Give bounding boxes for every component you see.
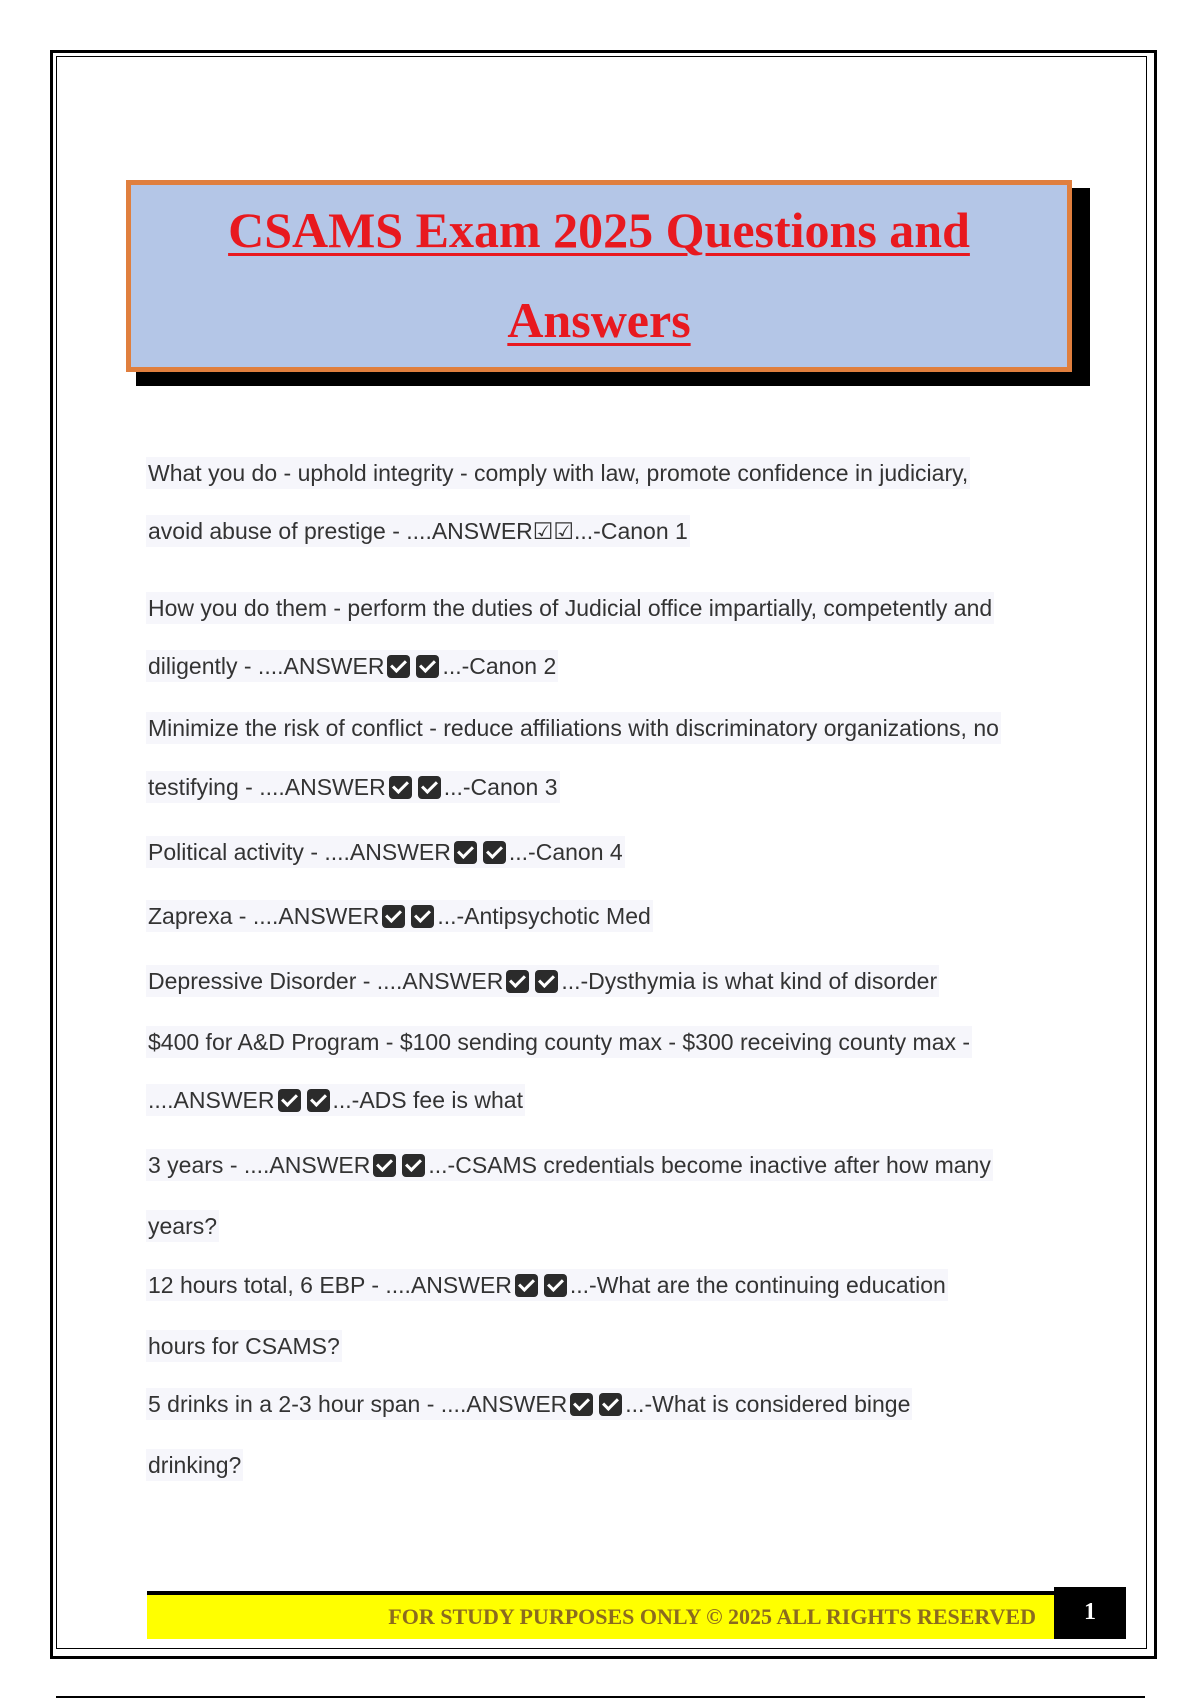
qa-line bbox=[146, 771, 560, 803]
qa-text: ...-Dysthymia is what kind of disorder bbox=[561, 968, 938, 994]
checkbox-checked-icon bbox=[454, 841, 477, 864]
footer-bar bbox=[147, 1591, 1054, 1639]
page-number: 1 bbox=[1054, 1587, 1126, 1639]
qa-line bbox=[146, 1269, 948, 1301]
checkbox-checked-icon bbox=[411, 905, 434, 928]
checkbox-checked-icon bbox=[278, 1089, 301, 1112]
checkbox-checked-icon bbox=[570, 1393, 593, 1416]
qa-text: diligently - ....ANSWER bbox=[148, 653, 385, 679]
qa-text: testifying - ....ANSWER bbox=[148, 774, 386, 800]
qa-text: avoid abuse of prestige - ....ANSWER☑☑...-Canon 1 bbox=[148, 518, 688, 544]
qa-text: Depressive Disorder - ....ANSWER bbox=[148, 968, 504, 994]
qa-line bbox=[146, 900, 653, 932]
checkbox-checked-icon bbox=[416, 655, 439, 678]
bottom-rule bbox=[56, 1696, 1145, 1698]
qa-line bbox=[146, 1149, 993, 1181]
qa-text: 3 years - ....ANSWER bbox=[148, 1152, 371, 1178]
qa-text: ...-Canon 4 bbox=[508, 839, 623, 865]
qa-text: $400 for A&D Program - $100 sending county max - $300 receiving county max - bbox=[148, 1029, 971, 1055]
qa-line bbox=[146, 592, 994, 624]
qa-line bbox=[146, 515, 690, 547]
qa-line bbox=[146, 650, 558, 682]
checkbox-checked-icon bbox=[483, 841, 506, 864]
qa-line bbox=[146, 1388, 912, 1420]
qa-text: Minimize the risk of conflict - reduce affiliations with discriminatory organizations, no bbox=[148, 715, 999, 741]
qa-text: ...-Canon 3 bbox=[443, 774, 558, 800]
qa-text: ...-Canon 2 bbox=[442, 653, 557, 679]
qa-text: What you do - uphold integrity - comply with law, promote confidence in judiciary, bbox=[148, 460, 969, 486]
qa-text: ...-ADS fee is what bbox=[332, 1087, 523, 1113]
qa-line bbox=[146, 1026, 972, 1058]
checkbox-checked-icon bbox=[382, 905, 405, 928]
checkbox-checked-icon bbox=[389, 776, 412, 799]
qa-text: hours for CSAMS? bbox=[148, 1333, 340, 1359]
qa-line bbox=[146, 1084, 525, 1116]
qa-text: ....ANSWER bbox=[148, 1087, 275, 1113]
qa-line bbox=[146, 836, 625, 868]
qa-text: drinking? bbox=[148, 1452, 242, 1478]
checkbox-checked-icon bbox=[544, 1274, 567, 1297]
qa-text: Zaprexa - ....ANSWER bbox=[148, 903, 380, 929]
qa-line bbox=[146, 457, 970, 489]
qa-text: ...-What is considered binge bbox=[625, 1391, 911, 1417]
qa-text: ...-Antipsychotic Med bbox=[437, 903, 651, 929]
qa-text: 12 hours total, 6 EBP - ....ANSWER bbox=[148, 1272, 512, 1298]
qa-text: years? bbox=[148, 1213, 218, 1239]
checkbox-checked-icon bbox=[515, 1274, 538, 1297]
qa-line bbox=[146, 712, 1001, 744]
qa-text: 5 drinks in a 2-3 hour span - ....ANSWER bbox=[148, 1391, 568, 1417]
checkbox-checked-icon bbox=[402, 1154, 425, 1177]
checkbox-checked-icon bbox=[373, 1154, 396, 1177]
title-line-2: Answers bbox=[507, 292, 691, 348]
checkbox-checked-icon bbox=[418, 776, 441, 799]
qa-line bbox=[146, 1330, 342, 1362]
qa-text: How you do them - perform the duties of Judicial office impartially, competently and bbox=[148, 595, 993, 621]
footer-text: FOR STUDY PURPOSES ONLY © 2025 ALL RIGHTS RESERVED bbox=[388, 1604, 1036, 1629]
qa-line bbox=[146, 965, 939, 997]
title-line-1: CSAMS Exam 2025 Questions and bbox=[228, 202, 970, 258]
qa-text: Political activity - ....ANSWER bbox=[148, 839, 451, 865]
checkbox-checked-icon bbox=[535, 970, 558, 993]
qa-text: ...-What are the continuing education bbox=[569, 1272, 946, 1298]
qa-line bbox=[146, 1449, 243, 1481]
checkbox-checked-icon bbox=[599, 1393, 622, 1416]
qa-line bbox=[146, 1210, 219, 1242]
qa-text: ...-CSAMS credentials become inactive after how many bbox=[428, 1152, 991, 1178]
title-box bbox=[126, 180, 1072, 372]
checkbox-checked-icon bbox=[506, 970, 529, 993]
checkbox-checked-icon bbox=[307, 1089, 330, 1112]
checkbox-checked-icon bbox=[387, 655, 410, 678]
